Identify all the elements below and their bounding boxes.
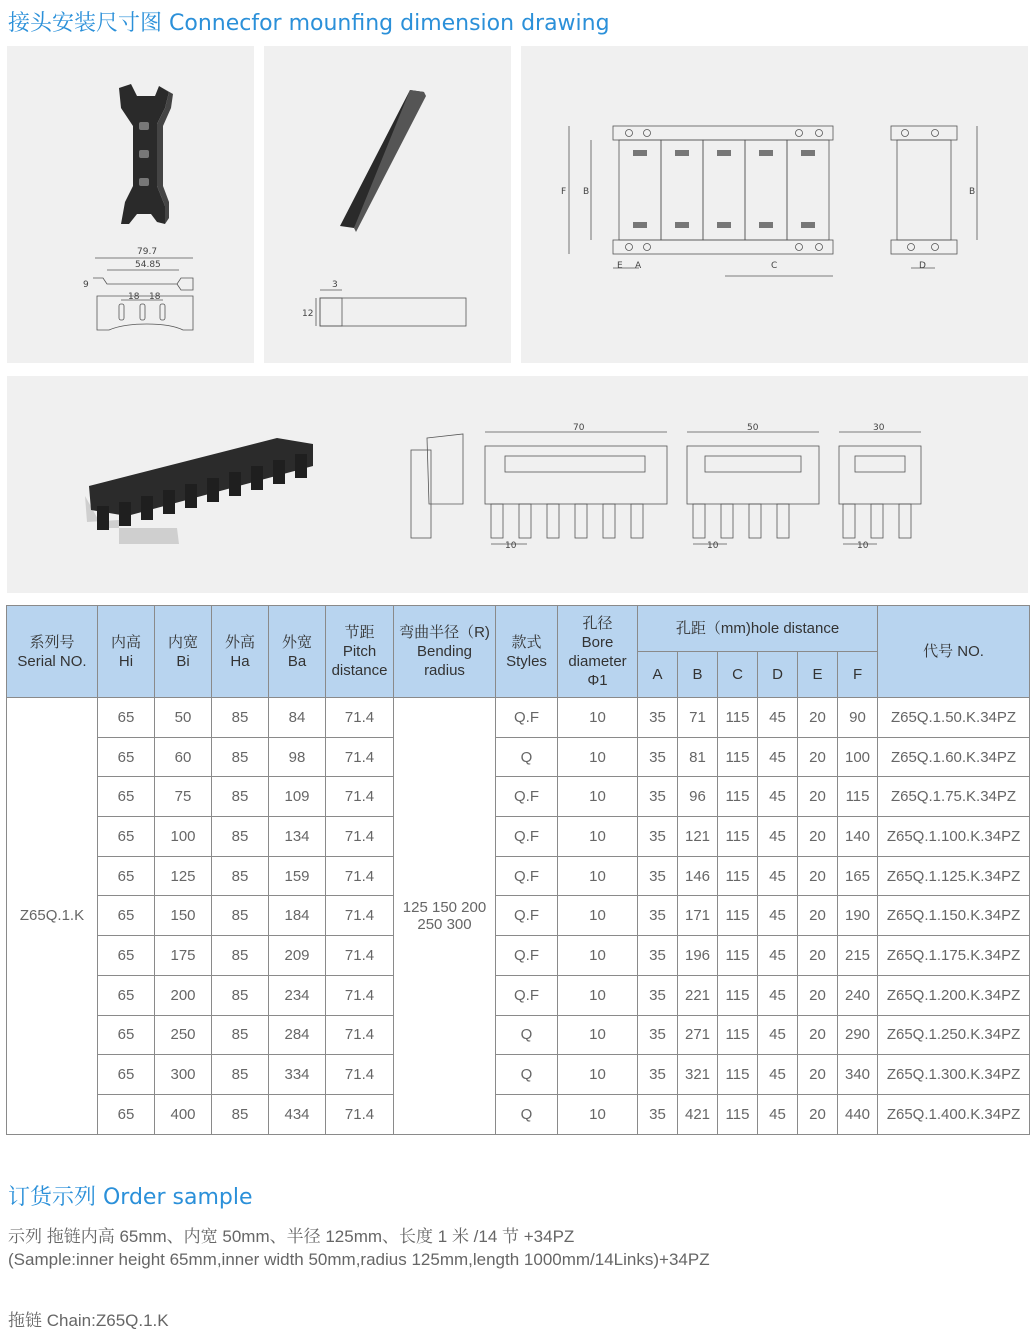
table-cell: 400 [155,1094,212,1134]
table-cell: 115 [718,698,758,738]
table-cell: 10 [558,896,638,936]
table-cell: 90 [838,698,878,738]
strip-drawing [264,46,511,363]
table-cell: 65 [98,975,155,1015]
table-cell: 65 [98,698,155,738]
table-cell: 100 [838,737,878,777]
table-cell: 421 [678,1094,718,1134]
label-b-right: B [969,187,976,197]
table-cell: 71.4 [326,896,394,936]
table-row [7,1055,1030,1095]
table-cell: 35 [638,936,678,976]
table-cell: 85 [212,1015,269,1055]
dim-12: 12 [302,309,314,319]
table-cell: Q.F [496,777,558,817]
table-cell: 20 [798,896,838,936]
dim-54-85: 54.85 [135,260,161,270]
header-pitch: 节距 Pitch distance [326,606,394,698]
table-cell: 45 [758,975,798,1015]
table-cell: 65 [98,896,155,936]
table-cell: 115 [718,737,758,777]
table-cell: 200 [155,975,212,1015]
table-cell: 20 [798,817,838,857]
table-cell: 115 [718,936,758,976]
table-cell: 20 [798,698,838,738]
order-line-2: (Sample:inner height 65mm,inner width 50mm,radius 125mm,length 1000mm/14Links)+34PZ [8,1250,710,1269]
code-cell: Z65Q.1.50.K.34PZ [878,698,1030,738]
table-cell: 10 [558,817,638,857]
table-cell: 45 [758,1094,798,1134]
dim-18-a: 18 [128,292,140,302]
table-cell: 321 [678,1055,718,1095]
table-cell: 45 [758,896,798,936]
table-cell: 20 [798,777,838,817]
dim-9: 9 [83,280,89,290]
code-cell: Z65Q.1.125.K.34PZ [878,856,1030,896]
pitch-10-b: 10 [707,541,719,551]
table-row [7,975,1030,1015]
bending-radius-cell: 125 150 200 250 300 [394,698,496,1135]
table-row [7,817,1030,857]
table-cell: 71.4 [326,975,394,1015]
header-bore: 孔径 Bore diameter Φ1 [558,606,638,698]
table-cell: 85 [212,777,269,817]
table-cell: 434 [269,1094,326,1134]
header-bending: 弯曲半径（R) Bending radius [394,606,496,698]
spec-table [6,605,1030,1135]
table-cell: 10 [558,936,638,976]
table-cell: 35 [638,737,678,777]
header-styles: 款式 Styles [496,606,558,698]
table-cell: 109 [269,777,326,817]
code-cell: Z65Q.1.200.K.34PZ [878,975,1030,1015]
label-e: E [617,261,623,271]
table-cell: 81 [678,737,718,777]
table-cell: 98 [269,737,326,777]
table-cell: 334 [269,1055,326,1095]
header-d: D [758,652,798,698]
table-cell: 340 [838,1055,878,1095]
order-line-1: 示列 拖链内高 65mm、内宽 50mm、半径 125mm、长度 1 米 /14 节 +34PZ [8,1227,575,1246]
table-cell: 10 [558,1094,638,1134]
variant-drawing [7,376,1028,593]
table-cell: 150 [155,896,212,936]
table-row [7,1094,1030,1134]
table-cell: 45 [758,1055,798,1095]
table-cell: 60 [155,737,212,777]
table-cell: 146 [678,856,718,896]
table-cell: 65 [98,1094,155,1134]
table-cell: 45 [758,737,798,777]
width-50: 50 [747,423,759,433]
table-cell: Q [496,1055,558,1095]
order-line-3: 拖链 Chain:Z65Q.1.K [8,1311,169,1330]
dim-18-b: 18 [149,292,161,302]
table-cell: 115 [718,1015,758,1055]
table-cell: 71.4 [326,856,394,896]
table-cell: 85 [212,975,269,1015]
table-cell: 234 [269,975,326,1015]
table-cell: 45 [758,936,798,976]
label-f: F [561,187,567,197]
table-cell: 159 [269,856,326,896]
strip-panel [264,46,511,363]
table-cell: 50 [155,698,212,738]
table-cell: 35 [638,698,678,738]
table-row [7,737,1030,777]
table-cell: 215 [838,936,878,976]
code-cell: Z65Q.1.60.K.34PZ [878,737,1030,777]
table-row [7,698,1030,738]
table-cell: 85 [212,698,269,738]
table-cell: Q.F [496,817,558,857]
table-cell: 115 [718,856,758,896]
table-cell: 65 [98,936,155,976]
table-cell: 75 [155,777,212,817]
header-a: A [638,652,678,698]
table-cell: 440 [838,1094,878,1134]
table-cell: 165 [838,856,878,896]
table-cell: 71.4 [326,817,394,857]
header-bi: 内宽 Bi [155,606,212,698]
table-cell: 20 [798,856,838,896]
table-cell: 85 [212,1055,269,1095]
table-cell: 10 [558,1015,638,1055]
table-row [7,1015,1030,1055]
table-cell: 35 [638,856,678,896]
table-cell: 115 [718,1094,758,1134]
table-cell: 35 [638,777,678,817]
label-d: D [919,261,926,271]
table-cell: 175 [155,936,212,976]
variant-panel [7,376,1028,593]
label-c: C [771,261,778,271]
table-cell: 35 [638,896,678,936]
header-code: 代号 NO. [878,606,1030,698]
table-cell: 45 [758,817,798,857]
header-ha: 外高 Ha [212,606,269,698]
table-cell: 71.4 [326,1015,394,1055]
width-70: 70 [573,423,585,433]
table-cell: 85 [212,936,269,976]
table-cell: Q.F [496,698,558,738]
order-title: 订货示列 Order sample [8,1185,253,1210]
table-cell: 10 [558,777,638,817]
table-cell: 300 [155,1055,212,1095]
table-cell: 134 [269,817,326,857]
code-cell: Z65Q.1.75.K.34PZ [878,777,1030,817]
dim-79-7: 79.7 [137,247,158,257]
table-cell: 65 [98,817,155,857]
header-ba: 外宽 Ba [269,606,326,698]
table-row [7,936,1030,976]
code-cell: Z65Q.1.100.K.34PZ [878,817,1030,857]
table-cell: 121 [678,817,718,857]
table-cell: 85 [212,817,269,857]
table-cell: 20 [798,975,838,1015]
table-cell: 240 [838,975,878,1015]
header-c: C [718,652,758,698]
header-b: B [678,652,718,698]
table-cell: 20 [798,1094,838,1134]
pitch-10-c: 10 [857,541,869,551]
table-cell: 35 [638,1015,678,1055]
table-cell: 85 [212,737,269,777]
table-cell: Q [496,1094,558,1134]
table-row [7,777,1030,817]
table-cell: 271 [678,1015,718,1055]
table-cell: 96 [678,777,718,817]
table-cell: 45 [758,777,798,817]
table-cell: Q.F [496,896,558,936]
table-cell: 284 [269,1015,326,1055]
code-cell: Z65Q.1.400.K.34PZ [878,1094,1030,1134]
table-cell: 65 [98,1015,155,1055]
header-serial: 系列号 Serial NO. [7,606,98,698]
table-cell: 100 [155,817,212,857]
table-cell: 65 [98,1055,155,1095]
table-cell: 221 [678,975,718,1015]
header-hole-distance: 孔距（mm)hole distance [638,606,878,652]
table-cell: 20 [798,1055,838,1095]
table-row [7,896,1030,936]
table-cell: 115 [838,777,878,817]
table-cell: 250 [155,1015,212,1055]
table-cell: 290 [838,1015,878,1055]
table-cell: 71.4 [326,936,394,976]
dim-3: 3 [332,280,338,290]
header-e: E [798,652,838,698]
table-cell: 85 [212,896,269,936]
table-cell: 35 [638,1094,678,1134]
header-f: F [838,652,878,698]
table-cell: 10 [558,737,638,777]
header-hi: 内高 Hi [98,606,155,698]
table-cell: 20 [798,737,838,777]
table-cell: Q.F [496,856,558,896]
code-cell: Z65Q.1.150.K.34PZ [878,896,1030,936]
table-cell: 71.4 [326,1055,394,1095]
serial-cell: Z65Q.1.K [7,698,98,1135]
table-cell: 65 [98,737,155,777]
table-cell: 84 [269,698,326,738]
table-cell: 20 [798,1015,838,1055]
table-cell: 85 [212,856,269,896]
table-cell: 71.4 [326,1094,394,1134]
table-cell: 209 [269,936,326,976]
table-cell: 65 [98,777,155,817]
table-cell: 125 [155,856,212,896]
pitch-10-a: 10 [505,541,517,551]
table-cell: 45 [758,698,798,738]
table-cell: 10 [558,1055,638,1095]
table-cell: 196 [678,936,718,976]
table-cell: 20 [798,936,838,976]
table-cell: Q [496,1015,558,1055]
width-30: 30 [873,423,885,433]
table-cell: 45 [758,1015,798,1055]
table-cell: Q.F [496,936,558,976]
code-cell: Z65Q.1.175.K.34PZ [878,936,1030,976]
table-row [7,856,1030,896]
table-cell: 45 [758,856,798,896]
table-cell: 10 [558,698,638,738]
table-cell: 10 [558,975,638,1015]
table-cell: Q [496,737,558,777]
assembly-panel [521,46,1028,363]
connector-drawing [7,46,254,363]
table-cell: 10 [558,856,638,896]
table-cell: 65 [98,856,155,896]
table-cell: 115 [718,777,758,817]
table-cell: 190 [838,896,878,936]
table-cell: Q.F [496,975,558,1015]
label-b-left: B [583,187,590,197]
table-cell: 35 [638,1055,678,1095]
assembly-drawing [521,46,1028,363]
table-cell: 85 [212,1094,269,1134]
page-title: 接头安装尺寸图 Connecfor mounfing dimension drawing [8,11,610,36]
table-cell: 115 [718,896,758,936]
connector-panel [7,46,254,363]
table-cell: 115 [718,817,758,857]
table-cell: 184 [269,896,326,936]
table-cell: 71.4 [326,698,394,738]
label-a: A [635,261,642,271]
table-cell: 71 [678,698,718,738]
code-cell: Z65Q.1.300.K.34PZ [878,1055,1030,1095]
table-cell: 71.4 [326,737,394,777]
table-cell: 140 [838,817,878,857]
table-cell: 115 [718,975,758,1015]
table-cell: 35 [638,975,678,1015]
table-cell: 71.4 [326,777,394,817]
table-cell: 115 [718,1055,758,1095]
code-cell: Z65Q.1.250.K.34PZ [878,1015,1030,1055]
table-cell: 171 [678,896,718,936]
table-cell: 35 [638,817,678,857]
